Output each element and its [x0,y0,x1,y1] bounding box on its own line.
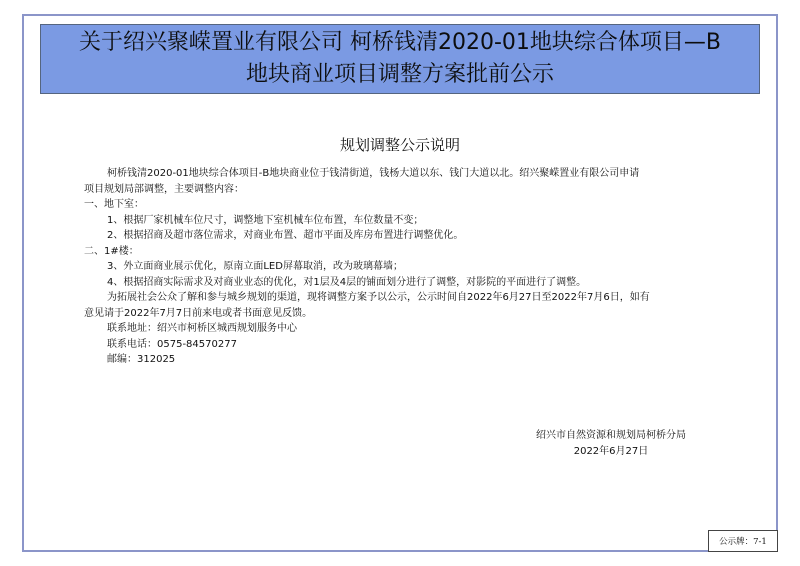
issue-date: 2022年6月27日 [573,445,649,457]
signature-block [536,428,686,459]
banner-title-line-1: 关于绍兴聚嵘置业有限公司 柯桥钱清2020-01地块综合体项目—B [78,30,721,55]
intro-line-1: 柯桥钱清2020-01地块综合体项目-B地块商业位于钱清街道，钱杨大道以东、钱门大道以北。绍兴聚嵘置业有限公司申请 [107,168,640,179]
banner-title-line-2: 地块商业项目调整方案批前公示 [245,62,554,87]
contact-postcode: 邮编：312025 [107,354,176,365]
list-item: 2、根据招商及超市落位需求，对商业布置、超市平面及库房布置进行调整优化。 [107,230,464,241]
notice-line-2: 意见请于2022年7月7日前来电或者书面意见反馈。 [84,307,313,319]
intro-line-2: 项目规划局部调整，主要调整内容： [84,183,244,195]
section-heading-basement: 一、地下室： [84,199,144,210]
title-banner [40,24,760,94]
list-item: 3、外立面商业展示优化，原南立面LED屏幕取消，改为玻璃幕墙； [107,261,403,272]
sign-number-label: 公示牌：7-1 [708,530,778,552]
list-item: 4、根据招商实际需求及对商业业态的优化，对1层及4层的铺面划分进行了调整，对影院的平面进行了调整。 [107,276,587,288]
contact-phone: 联系电话：0575-84570277 [107,338,237,350]
contact-address: 联系地址：绍兴市柯桥区城西规划服务中心 [107,323,297,334]
issuer-name: 绍兴市自然资源和规划局柯桥分局 [536,430,686,441]
section-heading-building-1: 二、1#楼： [84,245,139,257]
document-title: 规划调整公示说明 [339,136,460,154]
list-item: 1、根据厂家机械车位尺寸，调整地下室机械车位布置，车位数量不变； [107,214,424,226]
notice-line-1: 为拓展社会公众了解和参与城乡规划的渠道，现将调整方案予以公示，公示时间自2022年6月27日至2022年7月6日，如有 [107,292,650,303]
document-body [84,166,726,368]
